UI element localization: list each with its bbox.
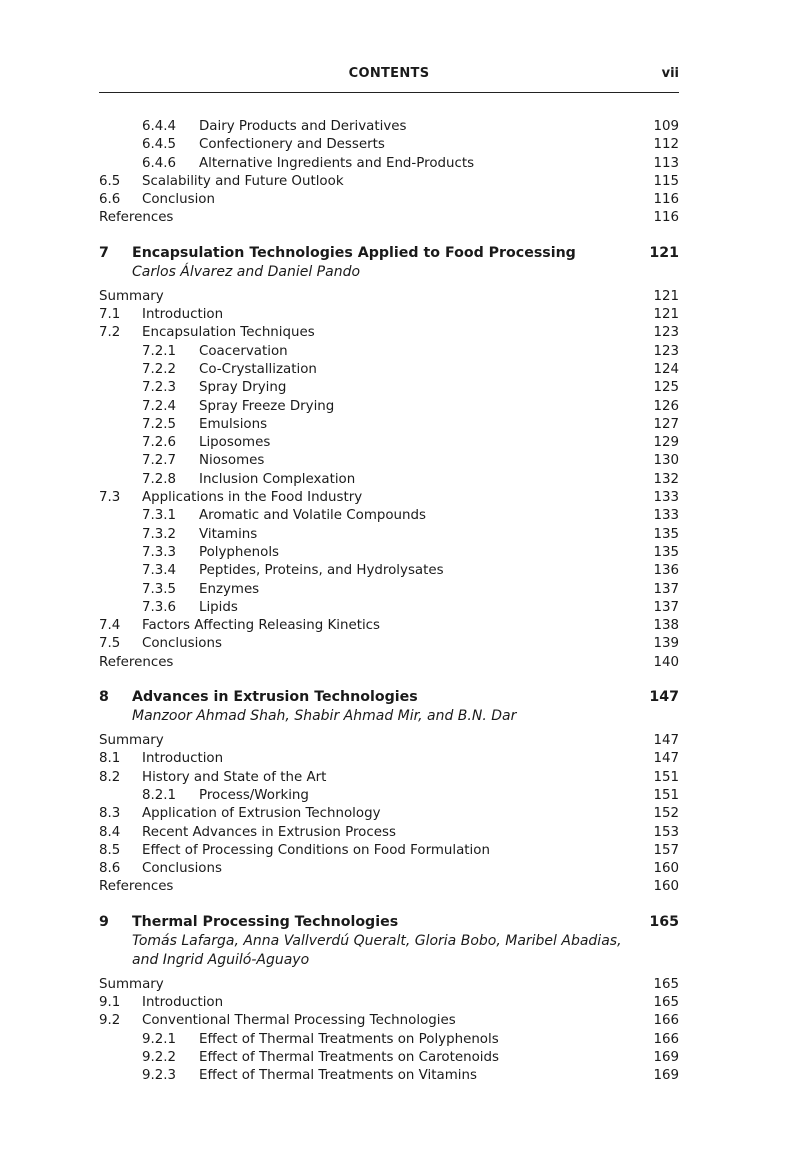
entry-page-number: 165 bbox=[653, 994, 679, 1010]
toc-entry bbox=[99, 599, 679, 617]
entry-number: 9.2 bbox=[99, 1013, 121, 1029]
entry-title: Factors Affecting Releasing Kinetics bbox=[142, 618, 381, 634]
entry-page-number: 126 bbox=[653, 398, 679, 414]
entry-number: 8.6 bbox=[99, 861, 121, 877]
entry-title: Co-Crystallization bbox=[199, 361, 317, 377]
entry-title: Effect of Thermal Treatments on Vitamins bbox=[199, 1068, 477, 1084]
entry-page-number: 169 bbox=[653, 1068, 679, 1084]
entry-title: Aromatic and Volatile Compounds bbox=[199, 508, 427, 524]
entry-title: Recent Advances in Extrusion Process bbox=[142, 824, 396, 840]
toc-entry bbox=[99, 842, 679, 860]
author-line: Carlos Álvarez and Daniel Pando bbox=[132, 263, 361, 280]
entry-title: Scalability and Future Outlook bbox=[142, 173, 344, 189]
toc-entry bbox=[99, 379, 679, 397]
entry-number: 8.2 bbox=[99, 769, 121, 785]
entry-number: 6.6 bbox=[99, 192, 121, 208]
chapter-number: 9 bbox=[99, 913, 109, 930]
chapter-title: Thermal Processing Technologies bbox=[132, 913, 399, 930]
entry-page-number: 116 bbox=[653, 210, 679, 226]
toc-entry bbox=[99, 136, 679, 154]
entry-number: 7.2.6 bbox=[142, 435, 177, 451]
chapter-authors bbox=[132, 707, 632, 726]
entry-page-number: 137 bbox=[653, 581, 679, 597]
entry-title: Summary bbox=[99, 976, 164, 992]
entry-number: 7.2.1 bbox=[142, 343, 177, 359]
entry-number: 7.3.6 bbox=[142, 599, 177, 615]
entry-page-number: 109 bbox=[653, 119, 679, 134]
chapter-heading bbox=[99, 243, 679, 263]
entry-number: 6.4.4 bbox=[142, 119, 177, 134]
entry-title: Peptides, Proteins, and Hydrolysates bbox=[199, 563, 444, 579]
entry-title: Encapsulation Techniques bbox=[142, 325, 315, 341]
toc-entry bbox=[99, 769, 679, 787]
entry-page-number: 157 bbox=[653, 842, 679, 858]
entry-title: References bbox=[99, 210, 174, 226]
toc-entry bbox=[99, 994, 679, 1012]
entry-title: Alternative Ingredients and End-Products bbox=[199, 155, 475, 171]
toc-entry bbox=[99, 118, 679, 136]
entry-number: 9.1 bbox=[99, 994, 121, 1010]
entry-title: Effect of Processing Conditions on Food Formulation bbox=[142, 842, 490, 858]
entry-page-number: 121 bbox=[653, 307, 679, 323]
chapter-page-number: 165 bbox=[649, 913, 679, 930]
chapter-number: 8 bbox=[99, 689, 109, 706]
running-header-title: CONTENTS bbox=[348, 66, 430, 81]
entry-number: 7.3.5 bbox=[142, 581, 177, 597]
entry-number: 7.3.3 bbox=[142, 544, 177, 560]
toc-entry bbox=[99, 544, 679, 562]
chapter-heading bbox=[99, 912, 679, 932]
toc-entry bbox=[99, 562, 679, 580]
entry-page-number: 133 bbox=[653, 508, 679, 524]
entry-number: 8.3 bbox=[99, 806, 121, 822]
toc-entry bbox=[99, 824, 679, 842]
entry-number: 7.3.4 bbox=[142, 563, 177, 579]
entry-title: Spray Freeze Drying bbox=[199, 398, 335, 414]
entry-number: 7.2.7 bbox=[142, 453, 177, 469]
entry-title: Conclusion bbox=[142, 192, 215, 208]
entry-title: Effect of Thermal Treatments on Carotenoids bbox=[199, 1049, 499, 1065]
chapter-number: 7 bbox=[99, 244, 109, 261]
toc-entry bbox=[99, 878, 679, 896]
entry-page-number: 132 bbox=[653, 471, 679, 487]
entry-title: Liposomes bbox=[199, 435, 271, 451]
entry-title: Conclusions bbox=[142, 861, 222, 877]
toc-entry bbox=[99, 416, 679, 434]
toc-entry bbox=[99, 173, 679, 191]
author-line: Manzoor Ahmad Shah, Shabir Ahmad Mir, and B.N. Dar bbox=[132, 708, 517, 725]
entry-title: Summary bbox=[99, 733, 164, 749]
toc-entry bbox=[99, 452, 679, 470]
entry-title: Introduction bbox=[142, 994, 224, 1010]
toc-entry bbox=[99, 155, 679, 173]
entry-number: 7.2 bbox=[99, 325, 121, 341]
entry-page-number: 139 bbox=[653, 636, 679, 652]
entry-page-number: 147 bbox=[653, 733, 679, 749]
table-of-contents bbox=[99, 118, 679, 1085]
entry-title: Vitamins bbox=[199, 526, 258, 542]
entry-number: 8.2.1 bbox=[142, 787, 177, 803]
chapter-authors bbox=[132, 263, 632, 282]
entry-number: 7.2.3 bbox=[142, 380, 177, 396]
entry-number: 9.2.1 bbox=[142, 1031, 177, 1047]
entry-number: 7.4 bbox=[99, 618, 121, 634]
entry-title: References bbox=[99, 879, 174, 895]
toc-entry bbox=[99, 976, 679, 994]
entry-page-number: 152 bbox=[653, 806, 679, 822]
entry-title: Dairy Products and Derivatives bbox=[199, 119, 407, 134]
entry-number: 7.2.8 bbox=[142, 471, 177, 487]
entry-number: 7.5 bbox=[99, 636, 121, 652]
entry-title: Lipids bbox=[199, 599, 238, 615]
toc-entry bbox=[99, 489, 679, 507]
entry-page-number: 136 bbox=[653, 563, 679, 579]
entry-page-number: 133 bbox=[653, 490, 679, 506]
entry-number: 9.2.3 bbox=[142, 1068, 177, 1084]
entry-title: Polyphenols bbox=[199, 544, 280, 560]
entry-page-number: 127 bbox=[653, 416, 679, 432]
entry-title: References bbox=[99, 654, 174, 670]
toc-entry bbox=[99, 860, 679, 878]
entry-page-number: 112 bbox=[653, 137, 679, 153]
entry-number: 6.4.5 bbox=[142, 137, 177, 153]
entry-page-number: 121 bbox=[653, 288, 679, 304]
toc-entry bbox=[99, 581, 679, 599]
entry-page-number: 124 bbox=[653, 361, 679, 377]
chapter-authors bbox=[132, 932, 632, 970]
entry-title: Introduction bbox=[142, 751, 224, 767]
entry-page-number: 140 bbox=[653, 654, 679, 670]
toc-entry bbox=[99, 1049, 679, 1067]
spacer bbox=[99, 228, 679, 243]
entry-number: 6.4.6 bbox=[142, 155, 177, 171]
entry-number: 7.3.2 bbox=[142, 526, 177, 542]
running-header bbox=[99, 66, 679, 86]
entry-page-number: 130 bbox=[653, 453, 679, 469]
toc-entry bbox=[99, 635, 679, 653]
entry-title: Spray Drying bbox=[199, 380, 287, 396]
entry-page-number: 160 bbox=[653, 879, 679, 895]
entry-title: History and State of the Art bbox=[142, 769, 327, 785]
toc-entry bbox=[99, 526, 679, 544]
entry-title: Enzymes bbox=[199, 581, 260, 597]
chapter-heading bbox=[99, 687, 679, 707]
toc-entry bbox=[99, 209, 679, 227]
entry-page-number: 153 bbox=[653, 824, 679, 840]
entry-page-number: 137 bbox=[653, 599, 679, 615]
entry-number: 6.5 bbox=[99, 173, 121, 189]
entry-page-number: 166 bbox=[653, 1031, 679, 1047]
toc-entry bbox=[99, 750, 679, 768]
entry-page-number: 147 bbox=[653, 751, 679, 767]
header-rule bbox=[99, 92, 679, 93]
toc-entry bbox=[99, 398, 679, 416]
chapter-title: Advances in Extrusion Technologies bbox=[132, 689, 418, 706]
entry-page-number: 160 bbox=[653, 861, 679, 877]
entry-number: 8.4 bbox=[99, 824, 121, 840]
entry-page-number: 135 bbox=[653, 526, 679, 542]
entry-title: Effect of Thermal Treatments on Polyphenols bbox=[199, 1031, 499, 1047]
entry-title: Introduction bbox=[142, 307, 224, 323]
entry-page-number: 125 bbox=[653, 380, 679, 396]
entry-number: 8.1 bbox=[99, 751, 121, 767]
entry-page-number: 151 bbox=[653, 769, 679, 785]
entry-title: Summary bbox=[99, 288, 164, 304]
entry-page-number: 169 bbox=[653, 1049, 679, 1065]
toc-entry bbox=[99, 732, 679, 750]
spacer bbox=[99, 672, 679, 687]
author-line: Tomás Lafarga, Anna Vallverdú Queralt, Gloria Bobo, Maribel Abadias, bbox=[132, 932, 622, 949]
entry-page-number: 123 bbox=[653, 325, 679, 341]
toc-entry bbox=[99, 191, 679, 209]
entry-number: 7.2.4 bbox=[142, 398, 177, 414]
entry-title: Inclusion Complexation bbox=[199, 471, 356, 487]
toc-entry bbox=[99, 1067, 679, 1085]
entry-page-number: 151 bbox=[653, 787, 679, 803]
toc-entry bbox=[99, 805, 679, 823]
entry-page-number: 166 bbox=[653, 1013, 679, 1029]
entry-number: 7.3.1 bbox=[142, 508, 177, 524]
chapter-page-number: 121 bbox=[649, 244, 679, 261]
entry-title: Conventional Thermal Processing Technologies bbox=[142, 1013, 456, 1029]
toc-entry bbox=[99, 361, 679, 379]
toc-entry bbox=[99, 1031, 679, 1049]
entry-title: Coacervation bbox=[199, 343, 288, 359]
entry-page-number: 123 bbox=[653, 343, 679, 359]
toc-entry bbox=[99, 507, 679, 525]
running-header-page-number: vii bbox=[661, 66, 679, 81]
entry-page-number: 135 bbox=[653, 544, 679, 560]
entry-number: 7.1 bbox=[99, 307, 121, 323]
toc-entry bbox=[99, 288, 679, 306]
entry-title: Niosomes bbox=[199, 453, 265, 469]
entry-page-number: 116 bbox=[653, 192, 679, 208]
toc-entry bbox=[99, 787, 679, 805]
entry-number: 8.5 bbox=[99, 842, 121, 858]
entry-number: 7.2.5 bbox=[142, 416, 177, 432]
spacer bbox=[99, 897, 679, 912]
entry-page-number: 115 bbox=[653, 173, 679, 189]
entry-title: Application of Extrusion Technology bbox=[142, 806, 381, 822]
entry-page-number: 165 bbox=[653, 976, 679, 992]
toc-entry bbox=[99, 1012, 679, 1030]
toc-entry bbox=[99, 471, 679, 489]
toc-entry bbox=[99, 617, 679, 635]
toc-entry bbox=[99, 306, 679, 324]
entry-page-number: 113 bbox=[653, 155, 679, 171]
chapter-title: Encapsulation Technologies Applied to Food Processing bbox=[132, 244, 576, 261]
entry-number: 9.2.2 bbox=[142, 1049, 177, 1065]
toc-entry bbox=[99, 434, 679, 452]
toc-entry bbox=[99, 324, 679, 342]
author-line: and Ingrid Aguiló-Aguayo bbox=[132, 951, 310, 968]
toc-entry bbox=[99, 343, 679, 361]
entry-title: Confectionery and Desserts bbox=[199, 137, 385, 153]
entry-title: Applications in the Food Industry bbox=[142, 490, 363, 506]
chapter-page-number: 147 bbox=[649, 689, 679, 706]
entry-page-number: 138 bbox=[653, 618, 679, 634]
entry-title: Emulsions bbox=[199, 416, 268, 432]
entry-number: 7.2.2 bbox=[142, 361, 177, 377]
entry-title: Process/Working bbox=[199, 787, 309, 803]
entry-page-number: 129 bbox=[653, 435, 679, 451]
entry-number: 7.3 bbox=[99, 490, 121, 506]
entry-title: Conclusions bbox=[142, 636, 222, 652]
toc-entry bbox=[99, 654, 679, 672]
